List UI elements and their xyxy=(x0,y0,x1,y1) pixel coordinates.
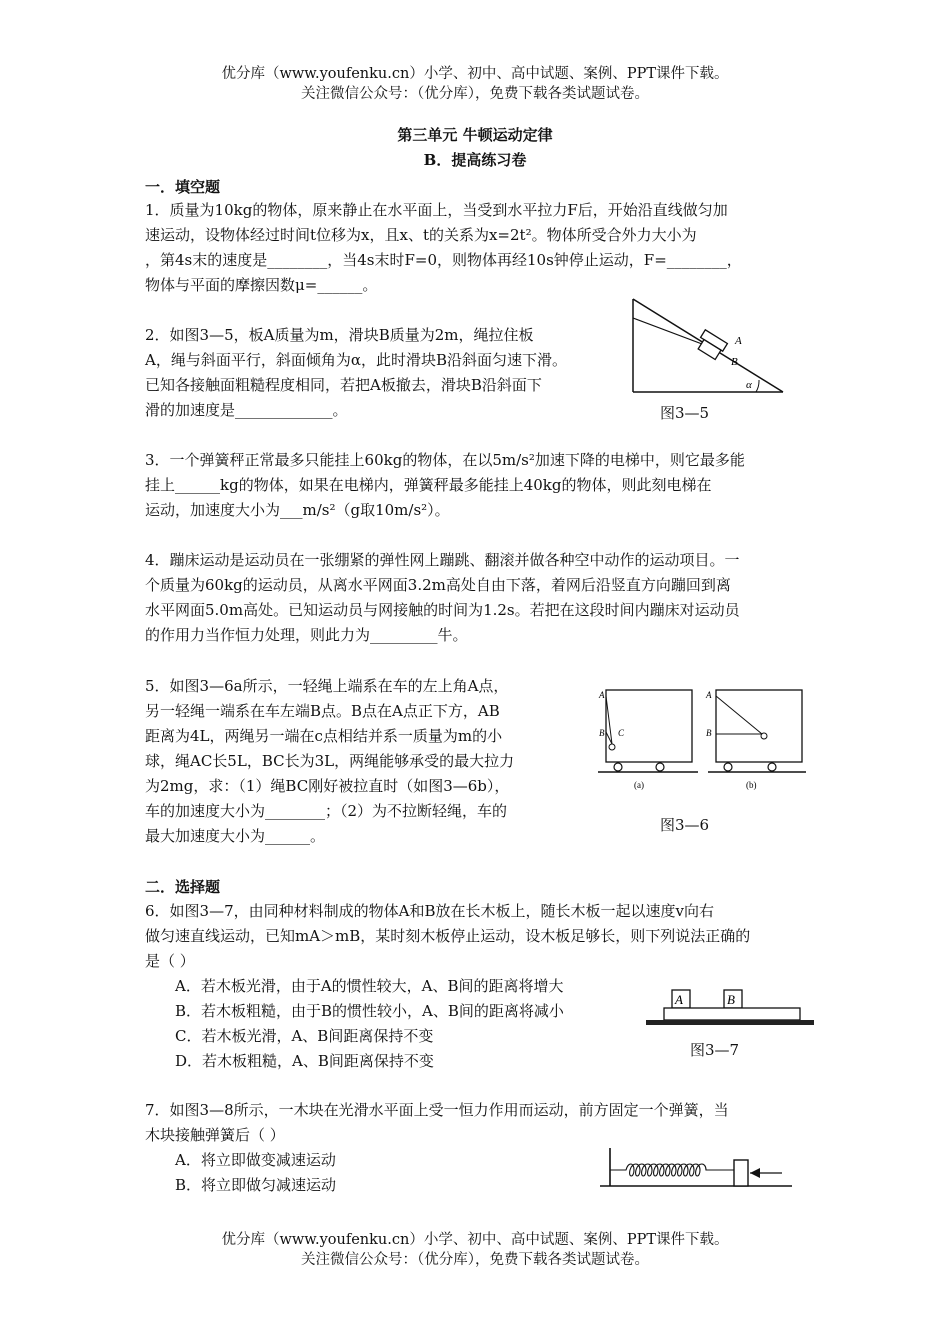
fig36b-label-a: A xyxy=(706,690,712,700)
q7-option-b: B．将立即做匀减速运动 xyxy=(175,1176,337,1194)
footer-line-1: 优分库（www.youfenku.cn）小学、初中、高中试题、案例、PPT课件下载。 xyxy=(221,1232,729,1248)
sub-title: B．提高练习卷 xyxy=(423,151,527,169)
unit-title: 第三单元 牛顿运动定律 xyxy=(397,126,553,144)
figure-3-5-incline xyxy=(628,296,788,396)
fig35-label-b: B xyxy=(731,356,738,368)
figure-3-5-caption: 图3—5 xyxy=(660,404,710,422)
question-3: 3．一个弹簧秤正常最多只能挂上60kg的物体，在以5m/s²加速下降的电梯中，则它最多能 挂上______kg的物体，如果在电梯内，弹簧秤最多能挂上40kg的物体，则此刻电梯在 运动，加速度大小为___m/s²（g取10m/s²）。 xyxy=(145,451,745,519)
q7-option-a: A．将立即做变减速运动 xyxy=(175,1151,336,1169)
header-line-2: 关注微信公众号：（优分库），免费下载各类试题试卷。 xyxy=(301,86,649,102)
section-choice-heading: 二．选择题 xyxy=(145,878,221,896)
fig36a-label-a: A xyxy=(599,690,605,700)
fig36a-label-c: C xyxy=(618,728,625,738)
figure-3-8-spring xyxy=(598,1140,798,1190)
question-4: 4．蹦床运动是运动员在一张绷紧的弹性网上蹦跳、翻滚并做各种空中动作的运动项目。一 个质量为60kg的运动员，从离水平网面3.2m高处自由下落，着网后沿竖直方向蹦回到离 水平网面5.0m高处。已知运动员与网接触的时间为1.2s。若把在这段时间内蹦床对运动员 的作用力当作恒力处理，则此力为_________牛。 xyxy=(145,551,740,644)
question-2: 2．如图3—5，板A质量为m，滑块B质量为2m，绳拉住板 A，绳与斜面平行，斜面倾角为α，此时滑块B沿斜面匀速下滑。 已知各接触面粗糙程度相同，若把A板撤去，滑块B沿斜面下 滑的加速度是_____________。 xyxy=(145,326,567,419)
section-fill-heading: 一．填空题 xyxy=(145,178,221,196)
figure-3-6-caption: 图3—6 xyxy=(660,816,710,834)
figure-3-6-carts xyxy=(596,684,808,794)
q6-option-c: C．若木板光滑，A、B间距离保持不变 xyxy=(175,1027,434,1045)
header-line-1: 优分库（www.youfenku.cn）小学、初中、高中试题、案例、PPT课件下载。 xyxy=(221,66,729,82)
question-5: 5．如图3—6a所示，一轻绳上端系在车的左上角A点， 另一轻绳一端系在车左端B点。B点在A点正下方，AB 距离为4L，两绳另一端在c点相结并系一质量为m的小 球，绳AC长5L，BC长为3L，两绳能够承受的最大拉力 为2mg，求：（1）绳BC刚好被拉直时（如图3—6b）， 车的加速度大小为________；（2）为不拉断轻绳，车的 最大加速度大小为______。 xyxy=(145,677,515,845)
fig36-sub-a: (a) xyxy=(634,780,644,790)
question-1: 1．质量为10kg的物体，原来静止在水平面上，当受到水平拉力F后，开始沿直线做匀加 速运动，设物体经过时间t位移为x，且x、t的关系为x=2t²。物体所受合外力大小为 ，第4s末的速度是________，当4s末时F=0，则物体再经10s钟停止运动，F=________， 物体与平面的摩擦因数μ=______。 xyxy=(145,201,742,294)
fig36-sub-b: (b) xyxy=(746,780,757,790)
fig36a-label-b: B xyxy=(599,728,605,738)
question-6: 6．如图3—7，由同种材料制成的物体A和B放在长木板上，随长木板一起以速度v向右 做匀速直线运动，已知mA＞mB，某时刻木板停止运动，设木板足够长，则下列说法正确的 是（ ） xyxy=(145,902,751,970)
question-7: 7．如图3—8所示，一木块在光滑水平面上受一恒力作用而运动，前方固定一个弹簧，当 木块接触弹簧后（ ） xyxy=(145,1101,729,1144)
fig35-label-alpha: α xyxy=(746,379,752,391)
footer-line-2: 关注微信公众号：（优分库），免费下载各类试题试卷。 xyxy=(301,1252,649,1268)
q6-option-d: D．若木板粗糙，A、B间距离保持不变 xyxy=(175,1052,434,1070)
q6-option-b: B．若木板粗糙，由于B的惯性较小，A、B间的距离将减小 xyxy=(175,1002,564,1020)
question-7-options xyxy=(175,1148,336,1198)
fig37-label-a: A xyxy=(675,992,683,1007)
figure-3-7-board xyxy=(646,985,816,1030)
question-6-options xyxy=(175,974,564,1074)
fig35-label-a: A xyxy=(735,335,742,347)
figure-3-7-caption: 图3—7 xyxy=(690,1041,740,1059)
q6-option-a: A．若木板光滑，由于A的惯性较大，A、B间的距离将增大 xyxy=(175,977,564,995)
fig36b-label-b: B xyxy=(706,728,712,738)
fig37-label-b: B xyxy=(727,992,735,1007)
